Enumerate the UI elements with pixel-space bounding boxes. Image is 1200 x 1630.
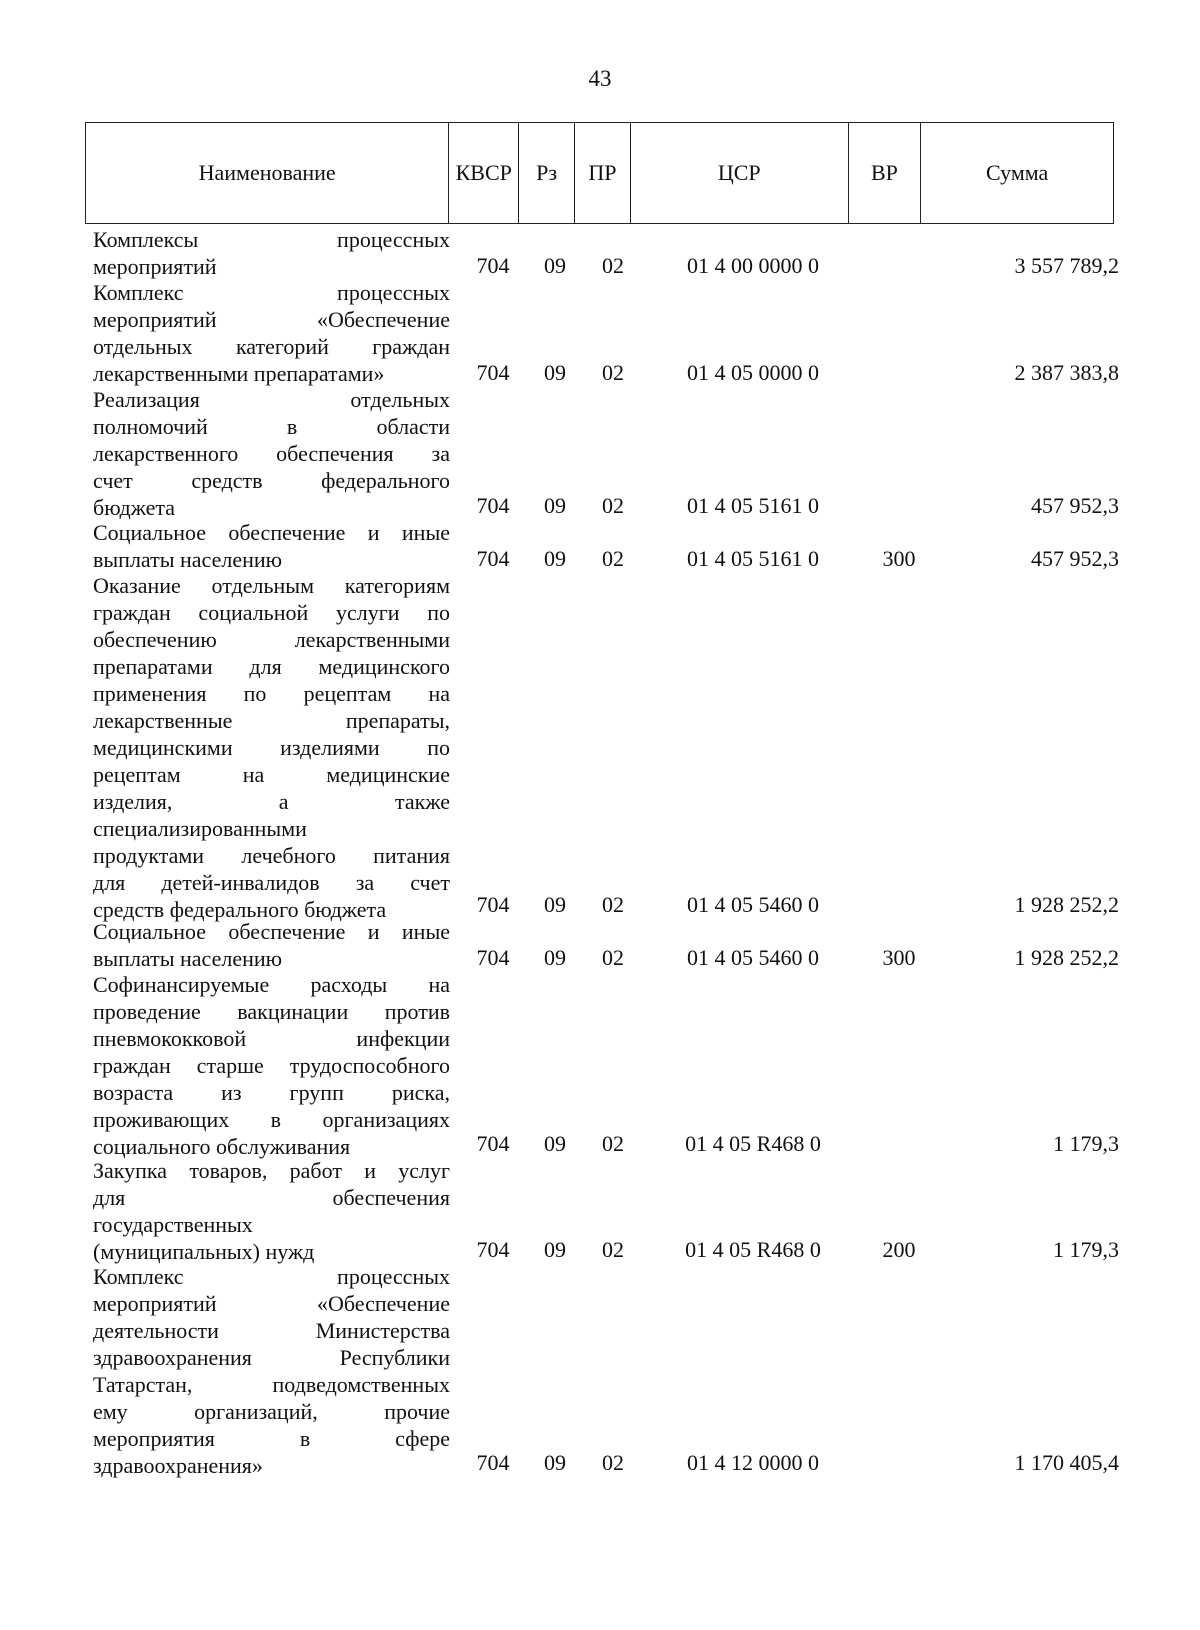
page-number: 43: [588, 66, 612, 91]
cell-vr: 300: [882, 545, 916, 571]
cell-kvsr: 704: [476, 359, 510, 385]
header-csr: ЦСР: [631, 123, 849, 223]
cell-rz: 09: [544, 1450, 566, 1476]
row-name-line: социального обслуживания: [93, 1133, 351, 1159]
table-row: [0, 971, 1200, 1157]
cell-csr: 01 4 05 R468 0: [685, 1237, 821, 1263]
table-body: [0, 226, 1200, 1479]
cell-rz: 09: [544, 253, 566, 279]
row-name-line: Социальное обеспечение и иные: [93, 918, 450, 944]
row-name-line: для обеспечения: [93, 1184, 450, 1210]
table-header: [85, 122, 1114, 224]
row-name-line: государственных: [93, 1211, 253, 1237]
table-row: [0, 519, 1200, 572]
row-name: [93, 918, 450, 972]
row-name-line: Татарстан, подведомственных: [93, 1372, 450, 1398]
row-name-line: применения по рецептам на: [93, 680, 450, 706]
cell-kvsr: 704: [476, 545, 510, 571]
cell-rz: 09: [544, 944, 566, 970]
table-row: [0, 1157, 1200, 1263]
cell-sum: 457 952,3: [1031, 545, 1119, 571]
row-name-line: лекарственного обеспечения за: [93, 440, 450, 466]
row-name-line: медицинскими изделиями по: [93, 734, 450, 760]
row-name-line: средств федерального бюджета: [93, 896, 387, 922]
cell-kvsr: 704: [476, 1450, 510, 1476]
cell-rz: 09: [544, 1237, 566, 1263]
row-name-line: граждан социальной услуги по: [93, 599, 450, 625]
cell-pr: 02: [602, 1130, 624, 1156]
cell-pr: 02: [602, 253, 624, 279]
row-name-line: обеспечению лекарственными: [93, 626, 450, 652]
table-row: [0, 279, 1200, 385]
row-name-line: Комплекс процессных: [93, 1264, 450, 1290]
row-name: [93, 572, 450, 923]
header-pr: ПР: [575, 123, 631, 223]
row-name-line: рецептам на медицинские: [93, 761, 450, 787]
row-name-line: мероприятия в сфере: [93, 1426, 450, 1452]
row-name-line: проживающих в организациях: [93, 1106, 450, 1132]
row-name-line: Оказание отдельным категориям: [93, 572, 450, 598]
header-sum: Сумма: [986, 160, 1049, 185]
table-row: [0, 1263, 1200, 1479]
row-name-line: ему организаций, прочие: [93, 1399, 450, 1425]
cell-kvsr: 704: [476, 253, 510, 279]
cell-pr: 02: [602, 1450, 624, 1476]
cell-rz: 09: [544, 891, 566, 917]
cell-sum: 2 387 383,8: [1014, 359, 1119, 385]
row-name-line: мероприятий: [93, 254, 217, 279]
cell-csr: 01 4 05 5460 0: [687, 944, 819, 970]
cell-sum: 1 179,3: [1053, 1237, 1119, 1263]
row-name: [93, 971, 450, 1160]
row-name-line: специализированными: [93, 815, 307, 841]
cell-pr: 02: [602, 1237, 624, 1263]
row-name: [93, 519, 450, 573]
row-name-line: Комплексы процессных: [93, 227, 450, 252]
cell-sum: 1 928 252,2: [1014, 891, 1119, 917]
row-name-line: бюджета: [93, 494, 176, 520]
row-name-line: проведение вакцинации против: [93, 998, 450, 1024]
row-name-line: пневмококковой инфекции: [93, 1025, 450, 1051]
cell-sum: 1 179,3: [1053, 1130, 1119, 1156]
cell-sum: 1 170 405,4: [1014, 1450, 1119, 1476]
row-name-line: возраста из групп риска,: [93, 1079, 450, 1105]
cell-vr: 300: [882, 944, 916, 970]
cell-csr: 01 4 05 R468 0: [685, 1130, 821, 1156]
row-name-line: для детей-инвалидов за счет: [93, 869, 450, 895]
cell-csr: 01 4 05 5161 0: [687, 545, 819, 571]
row-name: [93, 279, 450, 387]
row-name-line: лекарственными препаратами»: [93, 361, 385, 387]
header-name: Наименование: [86, 123, 449, 223]
row-name: [93, 226, 450, 280]
table-row: [0, 918, 1200, 971]
row-name-line: здравоохранения»: [93, 1453, 263, 1479]
header-kvsr: КВСР: [449, 123, 519, 223]
row-name-line: счет средств федерального: [93, 467, 450, 493]
table-row: [0, 572, 1200, 922]
cell-csr: 01 4 05 5460 0: [687, 891, 819, 917]
cell-csr: 01 4 05 0000 0: [687, 359, 819, 385]
row-name-line: изделия, а также: [93, 788, 450, 814]
row-name-line: Софинансируемые расходы на: [93, 971, 450, 997]
header-rz: Рз: [519, 123, 575, 223]
cell-vr: 200: [882, 1237, 916, 1263]
row-name-line: здравоохранения Республики: [93, 1345, 450, 1371]
cell-rz: 09: [544, 359, 566, 385]
cell-kvsr: 704: [476, 1130, 510, 1156]
row-name-line: (муниципальных) нужд: [93, 1238, 315, 1264]
header-vr: ВР: [849, 123, 922, 223]
row-name-line: выплаты населению: [93, 945, 283, 971]
table-row: [0, 226, 1200, 279]
cell-rz: 09: [544, 545, 566, 571]
row-name-line: отдельных категорий граждан: [93, 334, 450, 360]
cell-csr: 01 4 12 0000 0: [687, 1450, 819, 1476]
cell-kvsr: 704: [476, 1237, 510, 1263]
cell-kvsr: 704: [476, 891, 510, 917]
row-name-line: Реализация отдельных: [93, 386, 450, 412]
row-name-line: лекарственные препараты,: [93, 707, 450, 733]
row-name: [93, 386, 450, 521]
row-name-line: продуктами лечебного питания: [93, 842, 450, 868]
cell-rz: 09: [544, 492, 566, 518]
row-name-line: мероприятий «Обеспечение: [93, 1291, 450, 1317]
cell-pr: 02: [602, 492, 624, 518]
row-name-line: деятельности Министерства: [93, 1318, 450, 1344]
cell-sum: 1 928 252,2: [1014, 944, 1119, 970]
cell-sum: 457 952,3: [1031, 492, 1119, 518]
row-name-line: Закупка товаров, работ и услуг: [93, 1157, 450, 1183]
table-row: [0, 386, 1200, 519]
row-name-line: граждан старше трудоспособного: [93, 1052, 450, 1078]
row-name: [93, 1263, 450, 1479]
row-name-line: препаратами для медицинского: [93, 653, 450, 679]
cell-csr: 01 4 05 5161 0: [687, 492, 819, 518]
row-name-line: Социальное обеспечение и иные: [93, 519, 450, 545]
row-name-line: Комплекс процессных: [93, 280, 450, 306]
cell-rz: 09: [544, 1130, 566, 1156]
row-name-line: выплаты населению: [93, 546, 283, 572]
cell-csr: 01 4 00 0000 0: [687, 253, 819, 279]
cell-sum: 3 557 789,2: [1014, 253, 1119, 279]
cell-pr: 02: [602, 891, 624, 917]
cell-kvsr: 704: [476, 944, 510, 970]
cell-pr: 02: [602, 944, 624, 970]
row-name: [93, 1157, 450, 1265]
cell-pr: 02: [602, 359, 624, 385]
row-name-line: мероприятий «Обеспечение: [93, 307, 450, 333]
cell-pr: 02: [602, 545, 624, 571]
cell-kvsr: 704: [476, 492, 510, 518]
row-name-line: полномочий в области: [93, 413, 450, 439]
